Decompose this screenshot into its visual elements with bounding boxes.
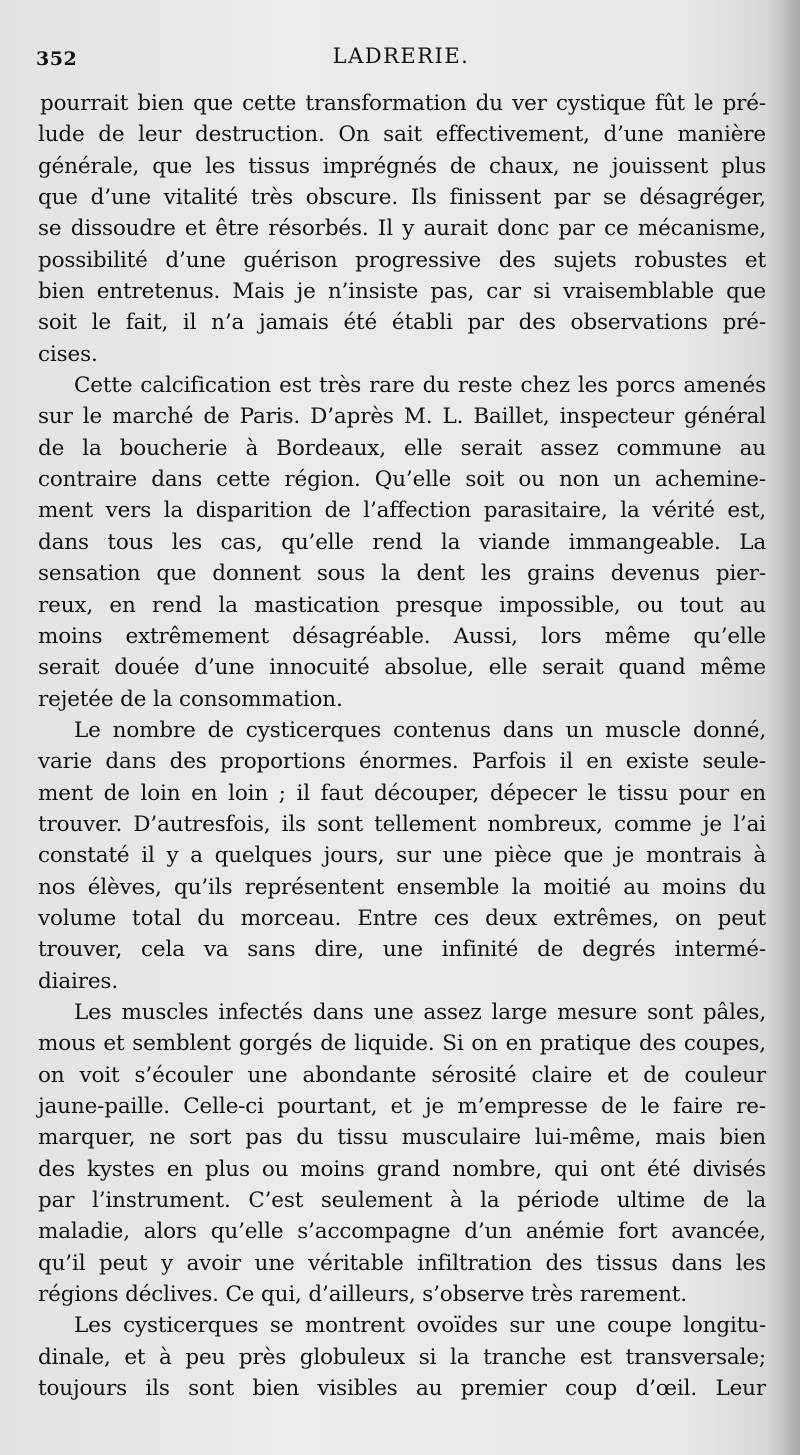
text-line: on voit s’écouler une abondante sérosité claire et de couleur — [38, 1062, 766, 1088]
text-line: qu’il peut y avoir une véritable infiltration des tissus dans les — [38, 1250, 766, 1276]
text-line: rejetée de la consommation. — [38, 686, 343, 712]
running-head — [36, 44, 766, 78]
text-line: trouver, cela va sans dire, une infinité de degrés intermé- — [38, 937, 766, 963]
text-line: de la boucherie à Bordeaux, elle serait assez commune au — [38, 435, 766, 461]
text-line: reux, en rend la mastication presque impossible, ou tout au — [38, 592, 766, 618]
text-line: Les muscles infectés dans une assez large mesure sont pâles, — [74, 999, 766, 1025]
text-line: constaté il y a quelques jours, sur une pièce que je montrais à — [38, 843, 766, 869]
text-line: volume total du morceau. Entre ces deux extrêmes, on peut — [38, 905, 766, 931]
text-line: se dissoudre et être résorbés. Il y aurait donc par ce mécanisme, — [38, 216, 766, 242]
text-line: nos élèves, qu’ils représentent ensemble la moitié au moins du — [38, 874, 766, 900]
body-text — [38, 88, 766, 1404]
text-line: marquer, ne sort pas du tissu musculaire lui-même, mais bien — [38, 1125, 766, 1151]
text-line: dans tous les cas, qu’elle rend la viande immangeable. La — [38, 529, 766, 555]
text-line: par l’instrument. C’est seulement à la période ultime de la — [38, 1188, 766, 1214]
text-line: cises. — [38, 341, 98, 367]
page-number: 352 — [36, 48, 78, 70]
text-line: générale, que les tissus imprégnés de chaux, ne jouissent plus — [38, 153, 766, 179]
text-line: pourrait bien que cette transformation du ver cystique fût le pré- — [40, 91, 766, 116]
text-line: contraire dans cette région. Qu’elle soit ou non un achemine- — [38, 467, 766, 493]
text-line: mous et semblent gorgés de liquide. Si on en pratique des coupes, — [38, 1031, 766, 1057]
text-line: dinale, et à peu près globuleux si la tranche est transversale; — [38, 1344, 766, 1370]
text-line: sensation que donnent sous la dent les grains devenus pier- — [38, 561, 766, 587]
text-line: serait douée d’une innocuité absolue, elle serait quand même — [38, 655, 766, 681]
text-line: Les cysticerques se montrent ovoïdes sur une coupe longitu- — [74, 1313, 766, 1339]
text-line: soit le fait, il n’a jamais été établi par des observations pré- — [38, 310, 766, 336]
text-line: toujours ils sont bien visibles au premier coup d’œil. Leur — [38, 1376, 766, 1402]
text-line: ment de loin en loin ; il faut découper, dépecer le tissu pour en — [38, 780, 766, 806]
text-line: bien entretenus. Mais je n’insiste pas, car si vraisemblable que — [38, 279, 766, 305]
text-line: maladie, alors qu’elle s’accompagne d’un anémie fort avancée, — [38, 1219, 766, 1245]
text-line: Le nombre de cysticerques contenus dans un muscle donné, — [74, 717, 766, 743]
text-line: que d’une vitalité très obscure. Ils finissent par se désagréger, — [38, 185, 766, 211]
text-line: ment vers la disparition de l’affection parasitaire, la vérité est, — [38, 498, 766, 524]
text-line: jaune-paille. Celle-ci pourtant, et je m’empresse de le faire re- — [38, 1094, 766, 1119]
text-line: diaires. — [38, 968, 119, 994]
text-line: moins extrêmement désagréable. Aussi, lors même qu’elle — [38, 623, 766, 649]
text-line: lude de leur destruction. On sait effectivement, d’une manière — [38, 122, 766, 148]
running-title: LADRERIE. — [332, 44, 470, 68]
text-line: sur le marché de Paris. D’après M. L. Baillet, inspecteur général — [38, 404, 766, 430]
text-line: trouver. D’autresfois, ils sont tellement nombreux, comme je l’ai — [38, 811, 766, 837]
text-line: des kystes en plus ou moins grand nombre, qui ont été divisés — [38, 1156, 766, 1182]
text-line: Cette calcification est très rare du reste chez les porcs amenés — [74, 373, 766, 399]
text-line: régions déclives. Ce qui, d’ailleurs, s’observe très rarement. — [38, 1282, 687, 1308]
text-line: possibilité d’une guérison progressive des sujets robustes et — [38, 247, 766, 273]
text-line: varie dans des proportions énormes. Parfois il en existe seule- — [38, 749, 766, 775]
